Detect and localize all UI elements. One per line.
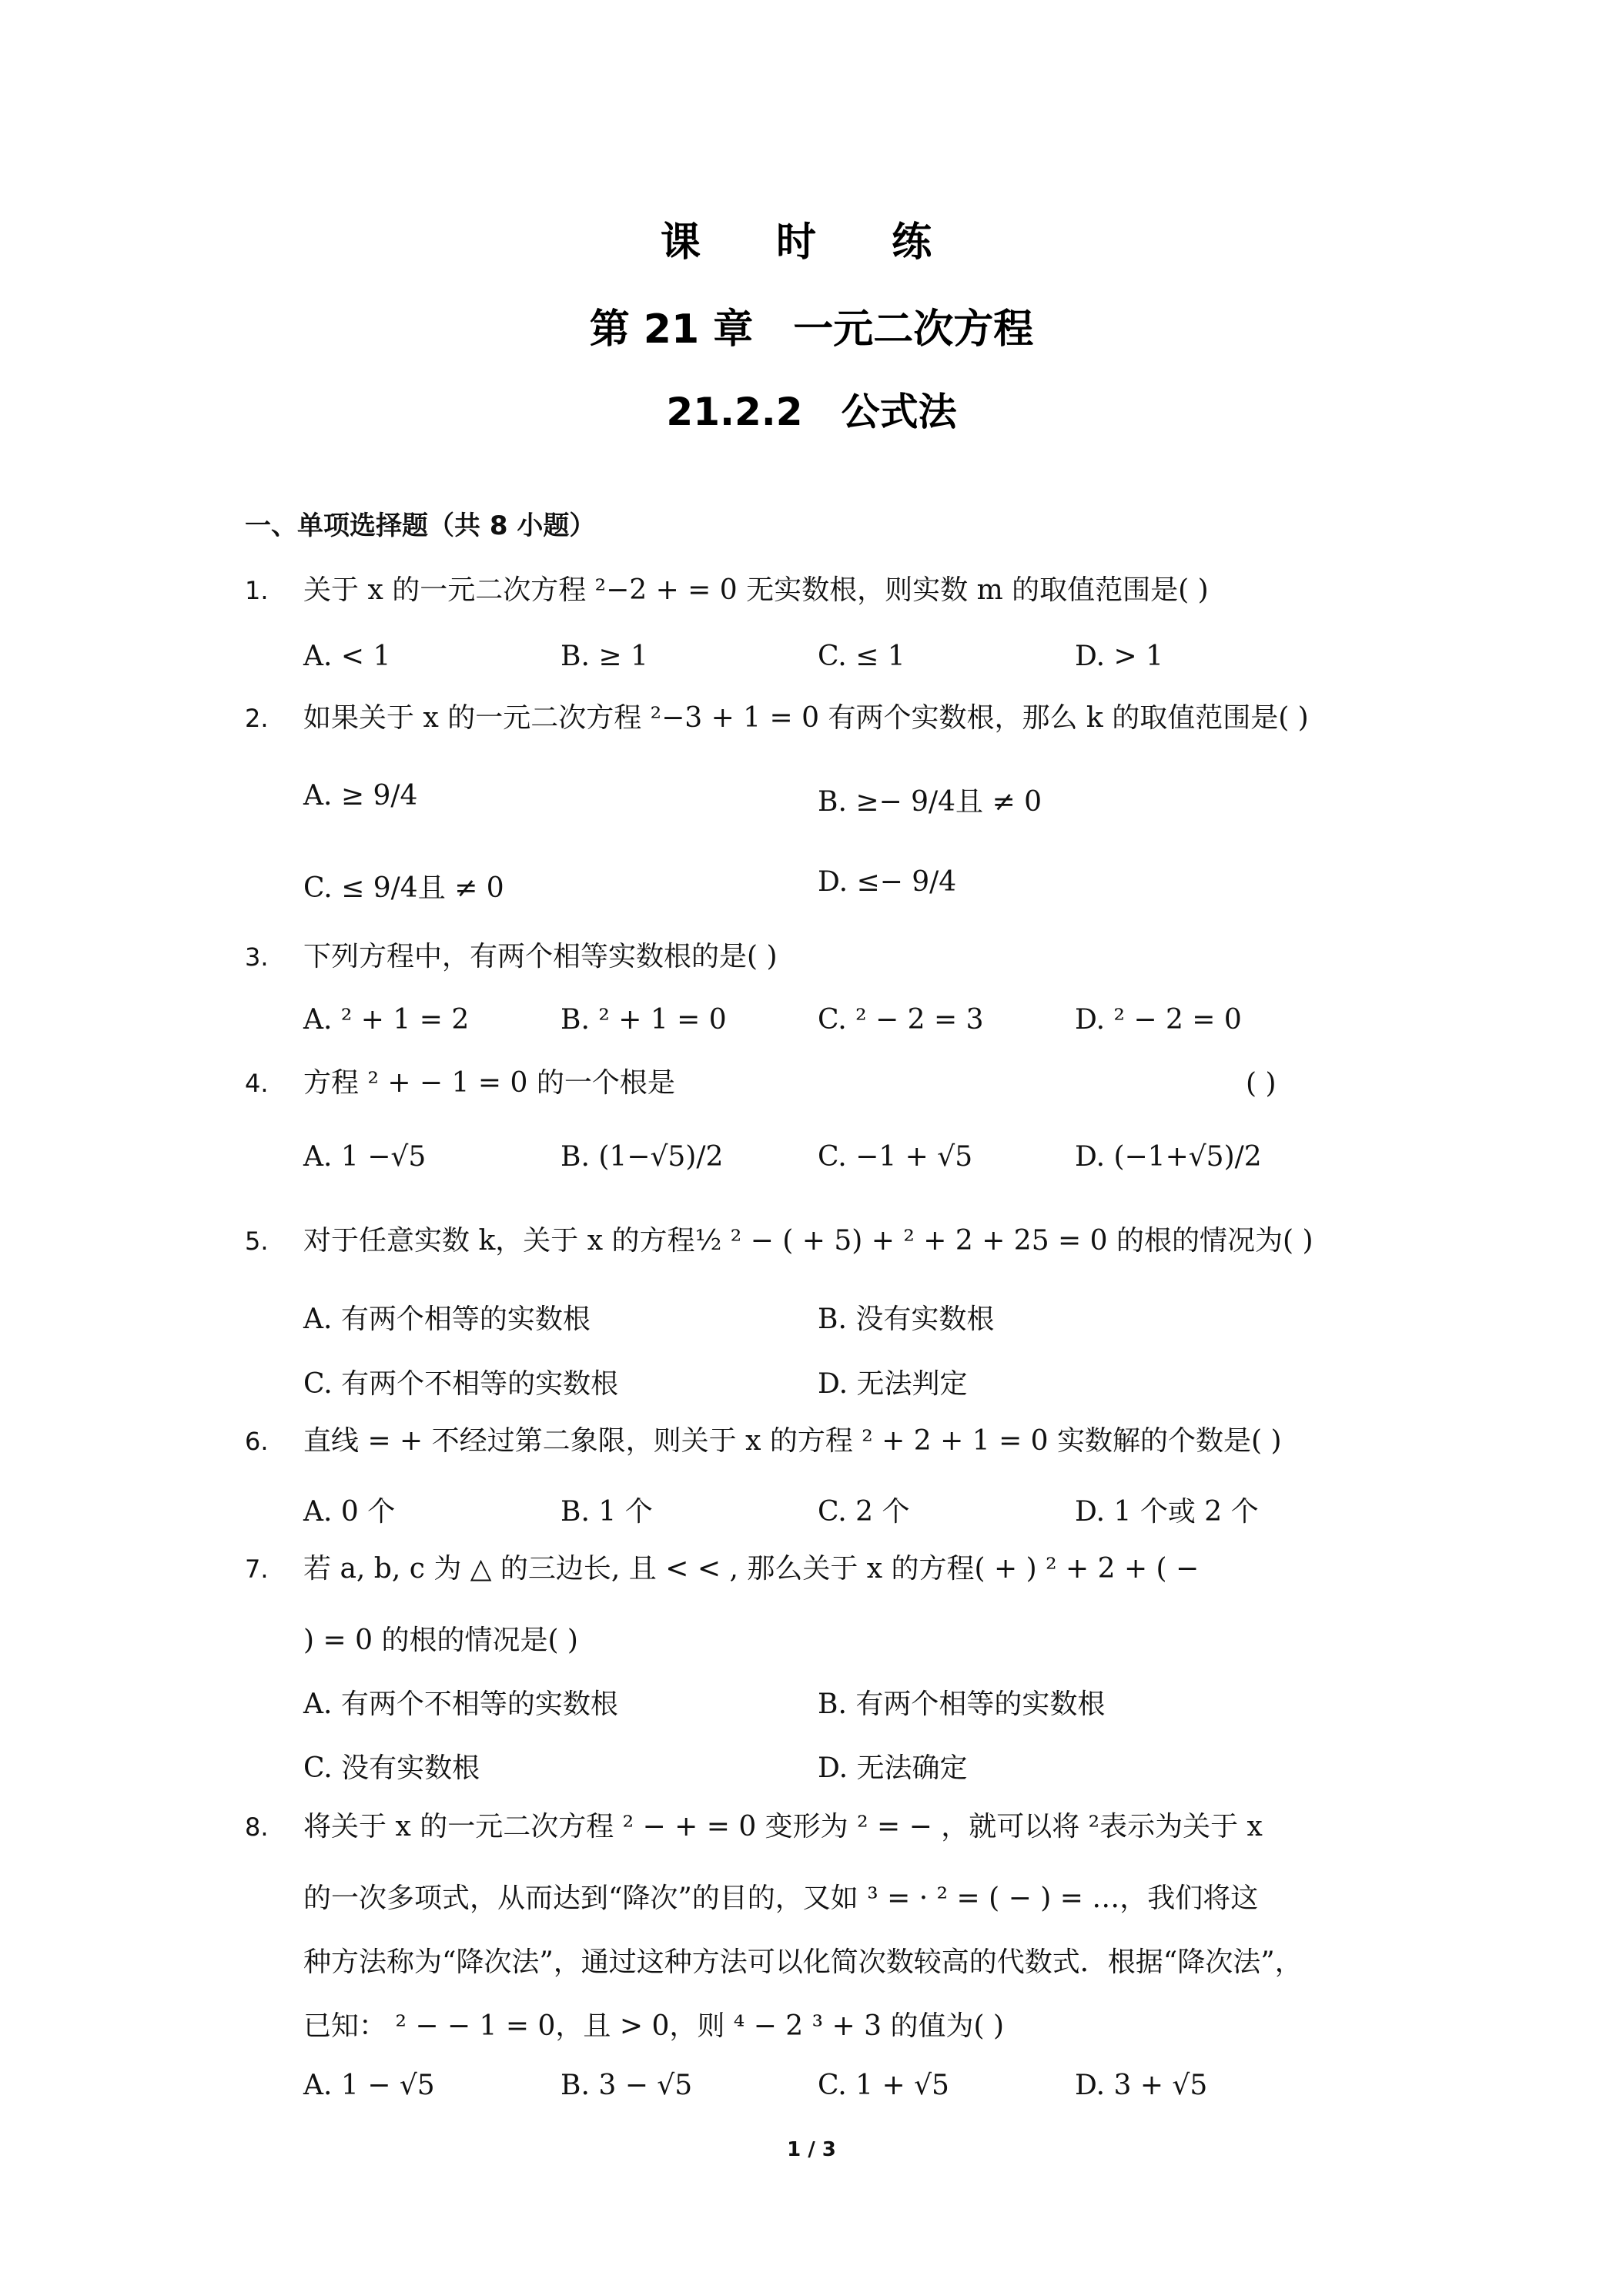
question-text-continued: 的一次多项式，从而达到“降次”的目的，又如 ³ = · ² = ( − ) = …，我们将这 [303,1883,1259,1914]
option-d: D. 无法判定 [818,1368,968,1400]
option-b: B. ² + 1 = 0 [561,1004,727,1036]
chapter-title: 第 21 章 一元二次方程 [589,306,1034,353]
option-b: B. 有两个相等的实数根 [818,1689,1106,1720]
question-text: 若 a, b, c 为 △ 的三边长, 且 < < , 那么关于 x 的方程( + ) ² + 2 + ( − [303,1553,1200,1585]
question-text: 对于任意实数 k，关于 x 的方程½ ² − ( + 5) + ² + 2 + 25 = 0 的根的情况为( ) [303,1225,1313,1257]
question-number: 5. [245,1227,269,1256]
option-d: D. 3 + √5 [1075,2070,1208,2101]
question-text: 如果关于 x 的一元二次方程 ²−3 + 1 = 0 有两个实数根，那么 k 的取值范围是( ) [303,702,1309,734]
option-a: A. 有两个相等的实数根 [303,1304,591,1335]
option-a: A. 1 −√5 [303,1141,427,1173]
option-c: C. ² − 2 = 3 [818,1004,984,1036]
page-number: 1 / 3 [787,2138,836,2161]
option-c: C. 1 + √5 [818,2070,949,2101]
answer-bracket: ( ) [1246,1068,1277,1099]
option-d: D. 无法确定 [818,1752,968,1784]
question-text-continued: 种方法称为“降次法”，通过这种方法可以化简次数较高的代数式．根据“降次法”， [303,1946,1303,1978]
option-b: B. 没有实数根 [818,1304,995,1335]
option-a: A. 1 − √5 [303,2070,435,2101]
question-text-continued: 已知： ² − − 1 = 0，且 > 0，则 ⁴ − 2 ³ + 3 的值为( ) [303,2010,1004,2042]
option-d: D. > 1 [1075,641,1163,672]
question-number: 7. [245,1555,269,1584]
option-a: A. ² + 1 = 2 [303,1004,470,1036]
section-title: 21.2.2 公式法 [666,390,957,434]
question-text-continued: ) = 0 的根的情况是( ) [303,1625,578,1656]
option-c: C. 2 个 [818,1496,910,1528]
option-d: D. 1 个或 2 个 [1075,1496,1259,1528]
option-b: B. 3 − √5 [561,2070,693,2101]
worksheet-title: 课 时 练 [660,219,963,266]
question-text: 将关于 x 的一元二次方程 ² − + = 0 变形为 ² = − ，就可以将 ²表示为关于 x [303,1811,1263,1842]
option-a: A. < 1 [303,641,391,672]
option-c: C. 没有实数根 [303,1752,480,1784]
question-text: 方程 ² + − 1 = 0 的一个根是 [303,1067,675,1099]
option-c: C. −1 + √5 [818,1141,973,1173]
option-a: A. ≥ 9/4 [303,780,418,812]
option-a: A. 0 个 [303,1496,396,1528]
question-number: 4. [245,1069,269,1098]
question-text: 关于 x 的一元二次方程 ²−2 + = 0 无实数根，则实数 m 的取值范围是( ) [303,574,1209,606]
option-b: B. ≥ 1 [561,641,648,672]
option-a: A. 有两个不相等的实数根 [303,1689,618,1720]
option-c: C. 有两个不相等的实数根 [303,1368,619,1400]
section-heading: 一、单项选择题（共 8 小题） [245,510,596,541]
question-text: 直线 = + 不经过第二象限，则关于 x 的方程 ² + 2 + 1 = 0 实数解的个数是( ) [303,1425,1282,1457]
option-b: B. (1−√5)/2 [561,1141,724,1173]
question-number: 3. [245,942,269,972]
question-number: 2. [245,704,269,733]
option-d: D. (−1+√5)/2 [1075,1141,1262,1173]
question-number: 6. [245,1427,269,1456]
option-c: C. ≤ 9/4且 ≠ 0 [303,872,504,904]
question-number: 8. [245,1812,269,1842]
option-d: D. ² − 2 = 0 [1075,1004,1242,1036]
option-b: B. 1 个 [561,1496,653,1528]
option-d: D. ≤− 9/4 [818,866,957,898]
question-number: 1. [245,576,269,605]
option-b: B. ≥− 9/4且 ≠ 0 [818,786,1042,818]
option-c: C. ≤ 1 [818,641,905,672]
question-text: 下列方程中，有两个相等实数根的是( ) [303,941,778,972]
